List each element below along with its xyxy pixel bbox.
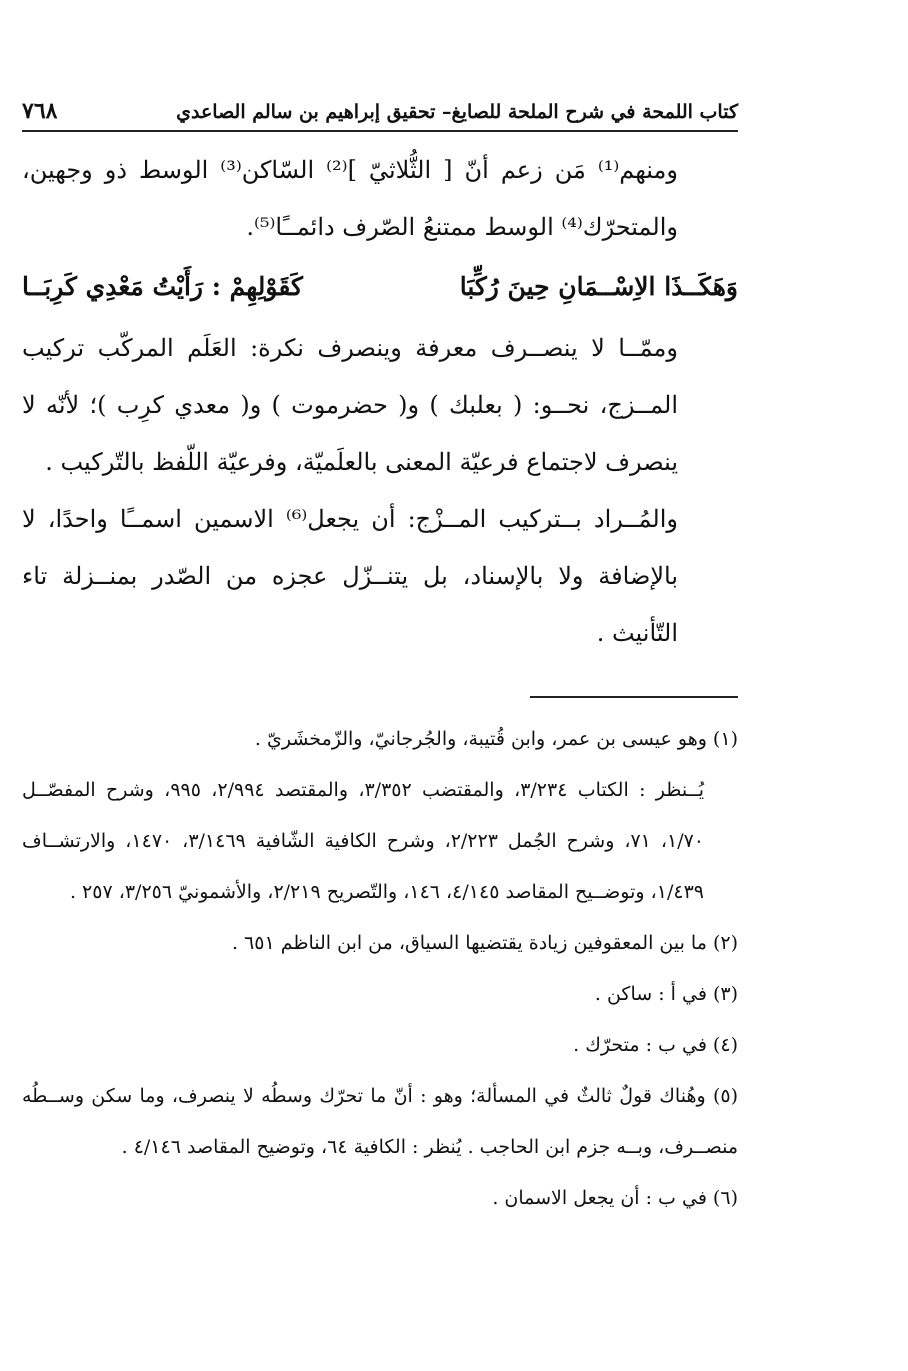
- running-header: [22, 98, 738, 130]
- book-page: [22, 98, 738, 1224]
- paragraph-1: ومنهم⁽¹⁾ مَن زعم أنّ [ الثُّلاثيّ ]⁽²⁾ السّاكن⁽³⁾ الوسط ذو وجهين، والمتحرّك⁽⁴⁾ الوسط ممتنعُ الصّرف دائمــًا⁽⁵⁾.: [22, 156, 678, 241]
- page-number: ٧٦٨: [22, 98, 58, 124]
- footnote-1: (١) وهو عيسى بن عمر، وابن قُتيبة، والجُرجانيّ، والزّمخشَريّ .: [254, 728, 738, 750]
- poem-verse: [22, 256, 738, 320]
- footnote-3: (٣) في أ : ساكن .: [594, 983, 738, 1005]
- verse-second-hemistich: كَقَوْلِهِمْ : رَأَيْتُ مَعْدِي كَرِبَــا: [22, 272, 303, 301]
- footnote-2: (٢) ما بين المعقوفين زيادة يقتضيها السياق، من ابن الناظم ٦٥١ .: [231, 932, 738, 954]
- footnote-rule: [530, 696, 738, 698]
- main-text: [22, 142, 738, 662]
- paragraph-2: وممّــا لا ينصــرف معرفة وينصرف نكرة: العَلَم المركّب تركيب المــزج، نحــو: ( بعلبك ) و( حضرموت ) و( معدي كرِب )؛ لأنّه لا ينصرف لاجتماع فرعيّة المعنى بالعلَميّة، وفرعيّة اللّفظ بالتّركيب .: [22, 334, 678, 476]
- footnote-6: (٦) في ب : أن يجعل الاسمان .: [492, 1187, 738, 1209]
- header-rule: [22, 130, 738, 132]
- footnote-4: (٤) في ب : متحرّك .: [573, 1034, 738, 1056]
- footnotes: [22, 714, 738, 1224]
- footnote-1-sources: يُــنظر : الكتاب ٣/٢٣٤، والمقتضب ٣/٣٥٢، والمقتصد ٢/٩٩٤، ٩٩٥، وشرح المفصّــل ١/٧٠، ٧١، وشرح الجُمل ٢/٢٢٣، وشرح الكافية الشّافية ٣/١٤٦٩، ١٤٧٠، والارتشــاف ١/٤٣٩، وتوضــيح المقاصد ٤/١٤٥، ١٤٦، والتّصريح ٢/٢١٩، والأشمونيّ ٣/٢٥٦، ٢٥٧ .: [22, 779, 705, 903]
- verse-first-hemistich: وَهَكَــذَا الاِسْــمَانِ حِينَ رُكِّبَا: [459, 272, 738, 301]
- footnote-5: (٥) وهُناك قولٌ ثالثٌ في المسألة؛ وهو : أنّ ما تحرّك وسطُه لا ينصرف، وما سكن وســطُه منصــرف، وبــه جزم ابن الحاجب . يُنظر : الكافية ٦٤، وتوضيح المقاصد ٤/١٤٦ .: [22, 1085, 738, 1158]
- running-title: كتاب اللمحة في شرح الملحة للصايغ– تحقيق إبراهيم بن سالم الصاعدي: [176, 101, 738, 123]
- paragraph-3: والمُــراد بــتركيب المــزْج: أن يجعل⁽⁶⁾ الاسمين اسمــًا واحدًا، لا بالإضافة ولا بالإسناد، بل يتنــزّل عجزه من الصّدر بمنــزلة تاء التّأنيث .: [22, 505, 678, 647]
